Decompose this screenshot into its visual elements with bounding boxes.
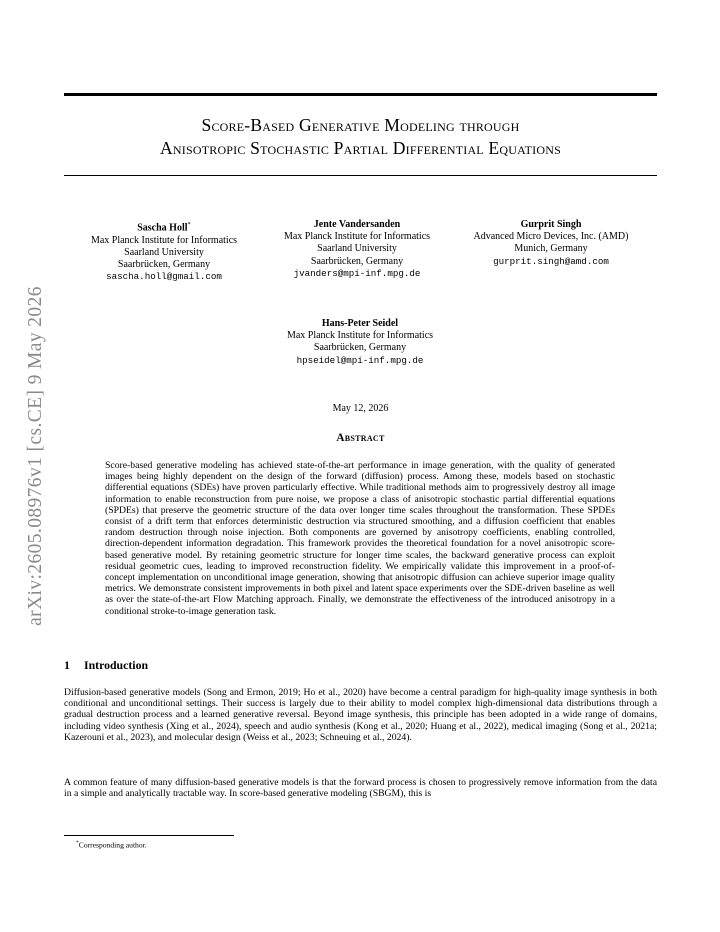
abstract-heading: Abstract [336,432,385,444]
author-affiliation: Saarbrücken, Germany [310,255,404,267]
author-block-1 [64,219,264,283]
author-affiliation: Saarland University [317,243,397,255]
footnote-rule [64,835,234,836]
corresponding-mark: * [187,221,191,228]
author-affiliation: Saarbrücken, Germany [313,342,407,354]
section-number: 1 [64,658,70,672]
title-line-1: Score-Based Generative Modeling through [201,115,520,135]
footnote-text: Corresponding author. [78,840,147,850]
abstract-text: Score-based generative modeling has achieved state-of-the-art performance in image generation, with the quality of generated images being highly dependent on the design of the forward (diffusion) process. Among these, models based on stochastic differential equations (SDEs) have proven particularly effective. While traditional methods aim to progressively destroy all image information to enable reconstruction from pure noise, we propose a class of anisotropic stochastic partial differential equations (SPDEs) that preserve the geometric structure of the data over longer time scales throughout the transformation. These SPDEs consist of a drift term that enforces deterministic destruction via structured smoothing, and a diffusion coefficient that enables random destruction through noise injection. Both components are governed by anisotropy coefficients, enabling controlled, direction-dependent information degradation. This framework provides the theoretical foundation for a novel anisotropic score-based generative model. By retaining geometric structure for longer time scales, the backward generative process can exploit residual geometric cues, leading to improved reconstruction fidelity. We empirically validate this improvement in a proof-of-concept implementation on unconditional image generation, showing that anisotropic diffusion can achieve superior image quality metrics. We demonstrate consistent improvements in both pixel and latent space experiments over the SDE-driven baseline as well as over the state-of-the-art Flow Matching approach. Finally, we demonstrate the effectiveness of the introduced anisotropy in a conditional stroke-to-image generation task. [105,460,615,617]
paper-title [64,114,657,160]
author-affiliation: Max Planck Institute for Informatics [90,234,238,246]
section-heading [64,658,148,673]
title-top-rule [64,93,657,96]
author-block-4 [260,318,460,367]
intro-paragraph-2: A common feature of many diffusion-based generative models is that the forward process is chosen to progressively remove information from the data in a simple and analytically tractable way. In score-based generative modeling (SBGM), this is [64,777,657,800]
author-email[interactable]: jvanders@mpi-inf.mpg.de [293,267,421,279]
author-email[interactable]: sascha.holl@gmail.com [106,271,222,283]
author-affiliation: Saarbrücken, Germany [117,258,211,270]
author-affiliation: Advanced Micro Devices, Inc. (AMD) [473,231,629,243]
author-name: Hans-Peter Seidel [321,318,399,329]
footnote [76,840,147,850]
title-bottom-rule [64,175,657,176]
author-email[interactable]: gurprit.singh@amd.com [493,255,609,267]
arxiv-stamp: arXiv:2605.08976v1 [cs.CE] 9 May 2026 [25,286,46,626]
title-line-2: Anisotropic Stochastic Partial Differential Equations [160,138,561,158]
author-name: Jente Vandersanden [313,219,401,230]
footnote-mark: * [76,840,79,846]
author-affiliation: Munich, Germany [514,243,588,255]
intro-paragraph-1: Diffusion-based generative models (Song and Ermon, 2019; Ho et al., 2020) have become a central paradigm for high-quality image synthesis in both conditional and unconditional settings. Their success is largely due to their ability to model complex high-dimensional data distributions through a gradual destruction process and a learned generative reversal. Beyond image synthesis, this principle has been adopted in a wide range of domains, including video synthesis (Xing et al., 2024), speech and audio synthesis (Kong et al., 2020; Huang et al., 2022), medical imaging (Song et al., 2021a; Kazerouni et al., 2023), and molecular design (Weiss et al., 2023; Schneuing et al., 2024). [64,687,657,743]
author-affiliation: Saarland University [124,246,204,258]
author-name: Sascha Holl* [137,221,191,234]
author-block-3 [451,219,651,268]
author-name: Gurprit Singh [520,219,582,230]
author-email[interactable]: hpseidel@mpi-inf.mpg.de [296,354,424,366]
author-affiliation: Max Planck Institute for Informatics [286,330,434,342]
author-block-2 [257,219,457,280]
paper-date: May 12, 2026 [332,403,389,414]
author-affiliation: Max Planck Institute for Informatics [283,231,431,243]
section-title: Introduction [84,658,149,672]
